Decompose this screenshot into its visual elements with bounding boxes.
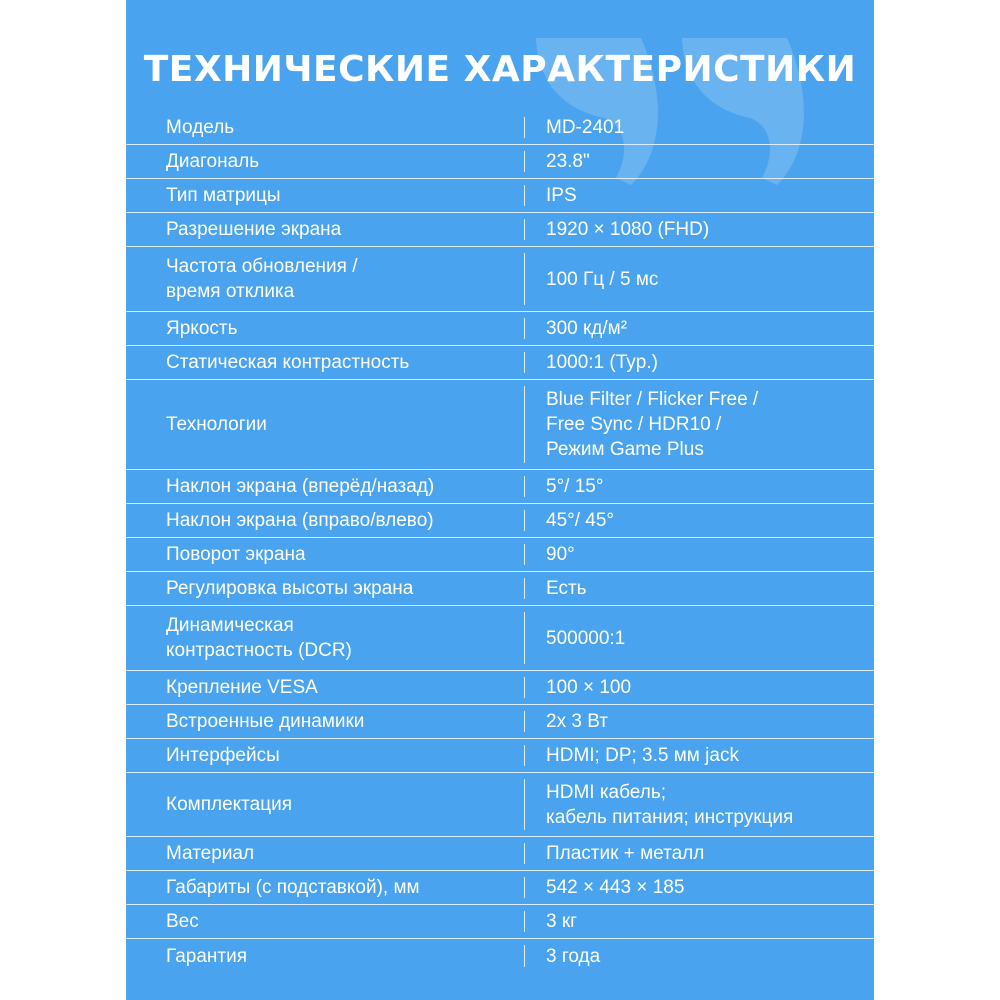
spec-row-dynamic-contrast <box>126 606 874 671</box>
spec-label: Материал <box>166 843 255 864</box>
spec-row-material <box>126 837 874 871</box>
spec-label: Регулировка высоты экрана <box>166 578 414 599</box>
column-divider <box>524 945 525 967</box>
spec-row-model <box>126 111 874 145</box>
spec-label: Статическая контрастность <box>166 352 410 373</box>
spec-label: Наклон экрана (вправо/влево) <box>166 510 434 531</box>
column-divider <box>524 352 525 373</box>
spec-value: 542 × 443 × 185 <box>546 877 685 898</box>
page-title: ТЕХНИЧЕСКИЕ ХАРАКТЕРИСТИКИ <box>143 49 857 90</box>
spec-card <box>126 0 874 1000</box>
column-divider <box>524 476 525 497</box>
spec-value: 2х 3 Вт <box>546 711 608 732</box>
spec-value: 100 × 100 <box>546 677 632 698</box>
spec-row-brightness <box>126 312 874 346</box>
spec-value: 3 года <box>546 945 601 967</box>
spec-row-interfaces <box>126 739 874 773</box>
spec-value: 23.8" <box>546 151 590 172</box>
spec-value: 3 кг <box>546 911 578 932</box>
column-divider <box>524 544 525 565</box>
spec-value: 1000:1 (Typ.) <box>546 352 658 373</box>
column-divider <box>524 510 525 531</box>
spec-row-tilt-forward-back <box>126 470 874 504</box>
spec-row-vesa <box>126 671 874 705</box>
spec-row-resolution <box>126 213 874 247</box>
spec-row-rotation <box>126 538 874 572</box>
column-divider <box>524 386 525 463</box>
spec-value: HDMI; DP; 3.5 мм jack <box>546 745 739 766</box>
spec-value: MD-2401 <box>546 117 625 138</box>
column-divider <box>524 578 525 599</box>
column-divider <box>524 151 525 172</box>
spec-label: Встроенные динамики <box>166 711 365 732</box>
spec-value: 100 Гц / 5 мс <box>546 268 659 290</box>
column-divider <box>524 779 525 830</box>
column-divider <box>524 612 525 664</box>
spec-value: IPS <box>546 185 577 206</box>
spec-label: Комплектация <box>166 794 293 815</box>
spec-row-technologies <box>126 380 874 470</box>
spec-label: Гарантия <box>166 945 248 967</box>
column-divider <box>524 843 525 864</box>
spec-label: Яркость <box>166 318 238 339</box>
column-divider <box>524 117 525 138</box>
spec-row-refresh-rate <box>126 247 874 312</box>
column-divider <box>524 711 525 732</box>
column-divider <box>524 745 525 766</box>
spec-value: 5°/ 15° <box>546 476 604 497</box>
spec-label: Габариты (с подставкой), мм <box>166 877 420 898</box>
column-divider <box>524 877 525 898</box>
spec-label: Технологии <box>166 414 267 435</box>
column-divider <box>524 219 525 240</box>
column-divider <box>524 318 525 339</box>
column-divider <box>524 677 525 698</box>
spec-label: Поворот экрана <box>166 544 306 565</box>
spec-label: Крепление VESA <box>166 677 318 698</box>
spec-row-height-adjustment <box>126 572 874 606</box>
spec-label: Наклон экрана (вперёд/назад) <box>166 476 435 497</box>
spec-row-dimensions <box>126 871 874 905</box>
spec-label: Частота обновления / время отклика <box>166 256 358 302</box>
spec-value: 500000:1 <box>546 627 626 649</box>
column-divider <box>524 253 525 305</box>
spec-value: Blue Filter / Flicker Free / Free Sync / HDR10 / Режим Game Plus <box>546 389 759 460</box>
spec-value: 90° <box>546 544 575 565</box>
column-divider <box>524 185 525 206</box>
spec-value: HDMI кабель; кабель питания; инструкция <box>546 781 794 828</box>
spec-value: 300 кд/м² <box>546 318 628 339</box>
spec-value: Есть <box>546 578 587 599</box>
spec-row-matrix-type <box>126 179 874 213</box>
spec-label: Интерфейсы <box>166 745 280 766</box>
spec-row-speakers <box>126 705 874 739</box>
spec-row-weight <box>126 905 874 939</box>
spec-table <box>126 111 874 973</box>
spec-value: 1920 × 1080 (FHD) <box>546 219 710 240</box>
spec-label: Модель <box>166 117 235 138</box>
spec-label: Тип матрицы <box>166 185 281 206</box>
spec-row-package-contents <box>126 773 874 837</box>
column-divider <box>524 911 525 932</box>
spec-row-diagonal <box>126 145 874 179</box>
spec-row-static-contrast <box>126 346 874 380</box>
spec-row-warranty <box>126 939 874 973</box>
spec-label: Диагональ <box>166 151 260 172</box>
spec-value: 45°/ 45° <box>546 510 615 531</box>
spec-row-tilt-left-right <box>126 504 874 538</box>
spec-value: Пластик + металл <box>546 843 705 864</box>
spec-label: Разрешение экрана <box>166 219 342 240</box>
spec-label: Динамическая контрастность (DCR) <box>166 615 352 661</box>
spec-label: Вес <box>166 911 199 932</box>
